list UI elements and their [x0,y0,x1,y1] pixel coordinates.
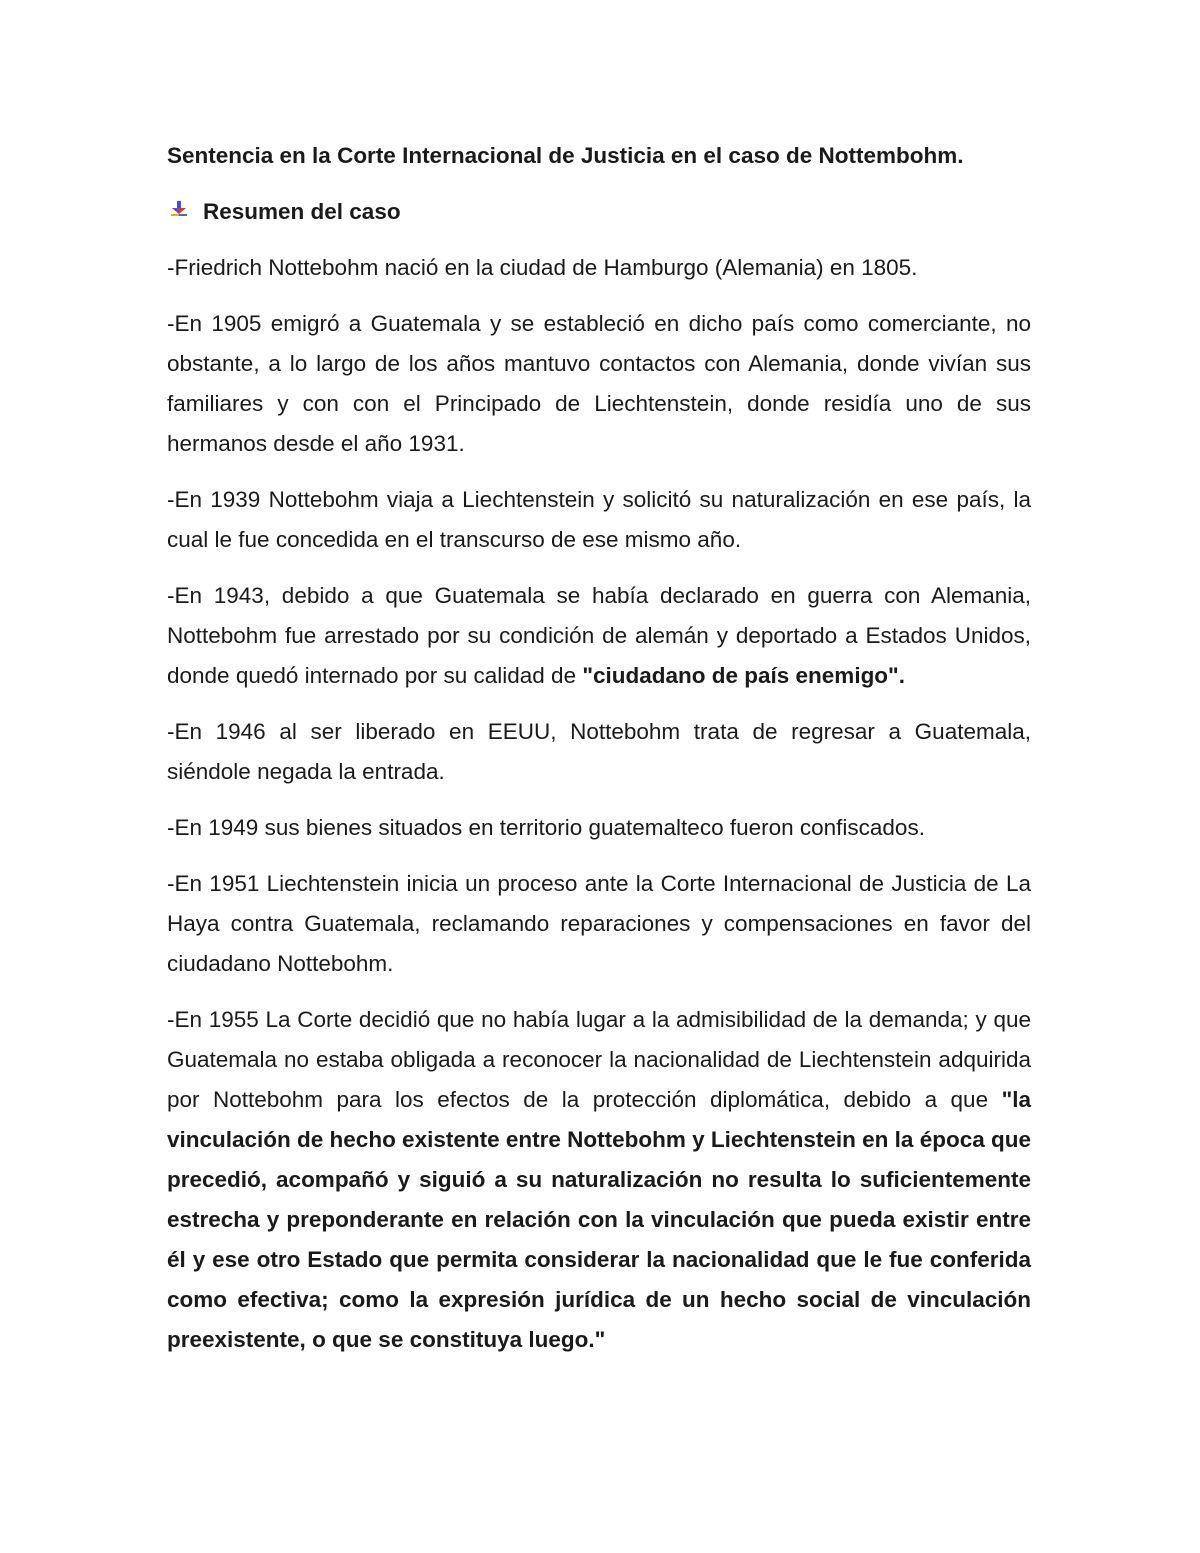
section-heading-label: Resumen del caso [203,199,401,224]
paragraph-text: -En 1943, debido a que Guatemala se había declarado en guerra con Alemania, Nottebohm fue arrestado por su condición de alemán y deportado a Estados Unidos, donde quedó internado por su calidad de [167,583,1031,688]
bullet-arrow-icon [167,192,197,232]
paragraph [167,1000,1031,1360]
paragraph [167,248,1031,288]
paragraph [167,808,1031,848]
paragraph-text: -En 1951 Liechtenstein inicia un proceso ante la Corte Internacional de Justicia de La Haya contra Guatemala, reclamando reparaciones y compensaciones en favor del ciudadano Nottebohm. [167,871,1031,976]
section-heading [167,192,1031,232]
paragraph-text: -En 1946 al ser liberado en EEUU, Nottebohm trata de regresar a Guatemala, siéndole negada la entrada. [167,719,1031,784]
document-title: Sentencia en la Corte Internacional de Justicia en el caso de Nottembohm. [167,143,964,168]
paragraph-bold-quote: "ciudadano de país enemigo". [582,663,905,688]
paragraph [167,480,1031,560]
paragraph-text: -En 1955 La Corte decidió que no había lugar a la admisibilidad de la demanda; y que Guatemala no estaba obligada a reconocer la nacionalidad de Liechtenstein adquirida por Nottebohm para los efectos de la protección diplomática, debido a que [167,1007,1031,1112]
paragraph-text: -Friedrich Nottebohm nació en la ciudad de Hamburgo (Alemania) en 1805. [167,255,918,280]
paragraph-text: -En 1949 sus bienes situados en territorio guatemalteco fueron confiscados. [167,815,925,840]
paragraph-text: -En 1939 Nottebohm viaja a Liechtenstein y solicitó su naturalización en ese país, la cual le fue concedida en el transcurso de ese mismo año. [167,487,1031,552]
paragraph [167,304,1031,464]
paragraph-bold-quote: "la vinculación de hecho existente entre Nottebohm y Liechtenstein en la época que precedió, acompañó y siguió a su naturalización no resulta lo suficientemente estrecha y preponderante en relación con la vinculación que pueda existir entre él y ese otro Estado que permita considerar la nacionalidad que le fue conferida como efectiva; como la expresión jurídica de un hecho social de vinculación preexistente, o que se constituya luego." [167,1087,1031,1352]
paragraph [167,712,1031,792]
paragraph [167,864,1031,984]
paragraph [167,576,1031,696]
document-page [167,136,1031,1376]
paragraph-text: -En 1905 emigró a Guatemala y se estableció en dicho país como comerciante, no obstante, a lo largo de los años mantuvo contactos con Alemania, donde vivían sus familiares y con con el Principado de Liechtenstein, donde residía uno de sus hermanos desde el año 1931. [167,311,1031,456]
